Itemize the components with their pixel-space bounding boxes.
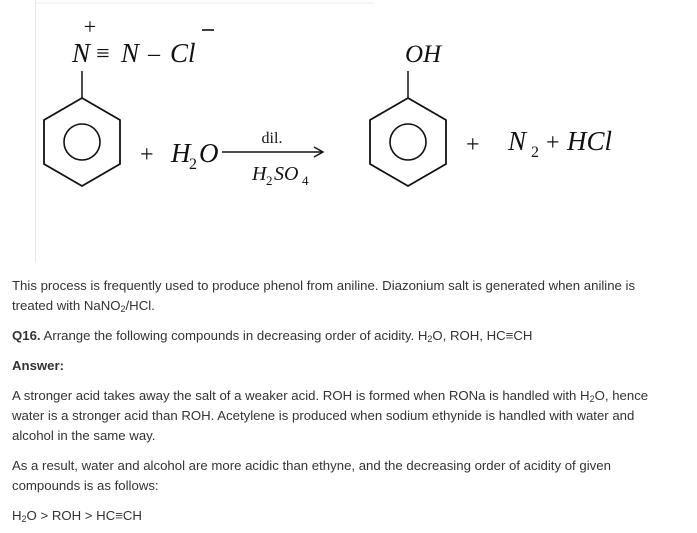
condition-so: SO: [274, 163, 299, 185]
question-text-pre: Arrange the following compounds in decreasing order of acidity. H: [40, 328, 428, 343]
paragraph-3-line-2: compounds is as follows:: [12, 478, 159, 493]
reaction-figure: [35, 0, 696, 262]
paragraph-3-line-1: As a result, water and alcohol are more acidic than ethyne, and the decreasing order of acidity of given: [12, 458, 611, 473]
question-text-sub: 2: [427, 334, 433, 344]
plus-sign-2: +: [466, 132, 480, 158]
paragraph-2-line-1: [12, 386, 688, 406]
paragraph-2-line-1-sub: 2: [589, 394, 595, 404]
water-h: H: [171, 138, 191, 168]
paragraph-3: [12, 456, 688, 496]
nitrogen-n: N: [508, 126, 527, 156]
plus-sign-3: +: [546, 130, 560, 156]
benzene-ring-1: [44, 98, 120, 186]
hydrochloric-acid: HCl: [567, 126, 613, 156]
nitrogen-sub: 2: [531, 144, 539, 161]
diazonium-n-right: N: [121, 38, 140, 68]
condition-h: H: [252, 163, 267, 185]
paragraph-1-line-2: [12, 296, 688, 316]
water-sub: 2: [189, 156, 197, 173]
water-o: O: [199, 138, 219, 168]
benzene-ring-2: [370, 98, 446, 186]
acidity-order: [12, 506, 688, 526]
triple-bond: ≡: [96, 41, 110, 67]
plus-charge: +: [83, 14, 97, 39]
paragraph-2-line-1-post: O, hence: [594, 388, 649, 403]
paragraph-2: [12, 386, 688, 446]
acidity-order-sub: 2: [21, 514, 27, 524]
diazonium-n-left: N: [72, 38, 91, 68]
benzene-ring-2-circle: [390, 124, 426, 160]
single-bond-dash: –: [148, 41, 160, 67]
paragraph-2-line-2: water is a stronger acid than ROH. Acetylene is produced when sodium ethynide is handled with water and: [12, 408, 635, 423]
plus-sign-1: +: [140, 142, 154, 168]
reaction-diagram: [36, 0, 696, 262]
acidity-order-post: O > ROH > HC≡CH: [26, 508, 142, 523]
paragraph-1-line-2-pre: treated with NaNO: [12, 298, 121, 313]
paragraph-1-line-2-sub: 2: [120, 304, 126, 314]
acidity-order-pre: H: [12, 508, 22, 523]
condition-sub-4: 4: [302, 173, 309, 188]
condition-dil: dil.: [261, 130, 283, 147]
question-label: Q16.: [12, 328, 41, 343]
question-text-post: O, ROH, HC≡CH: [432, 328, 533, 343]
condition-sub-2: 2: [266, 173, 273, 188]
benzene-ring-1-circle: [64, 124, 100, 160]
question: [12, 326, 688, 346]
answer-label: Answer:: [12, 358, 65, 373]
paragraph-1-line-1: This process is frequently used to produce phenol from aniline. Diazonium salt is generated when aniline is: [12, 278, 636, 293]
chloride: Cl: [170, 38, 196, 68]
paragraph-2-line-1-pre: A stronger acid takes away the salt of a weaker acid. ROH is formed when RONa is handled with H: [12, 388, 590, 403]
paragraph-1: [12, 276, 688, 316]
hydroxyl-group: OH: [404, 41, 442, 68]
paragraph-1-line-2-post: /HCl.: [125, 298, 155, 313]
paragraph-2-line-3: alcohol in the same way.: [12, 428, 156, 443]
